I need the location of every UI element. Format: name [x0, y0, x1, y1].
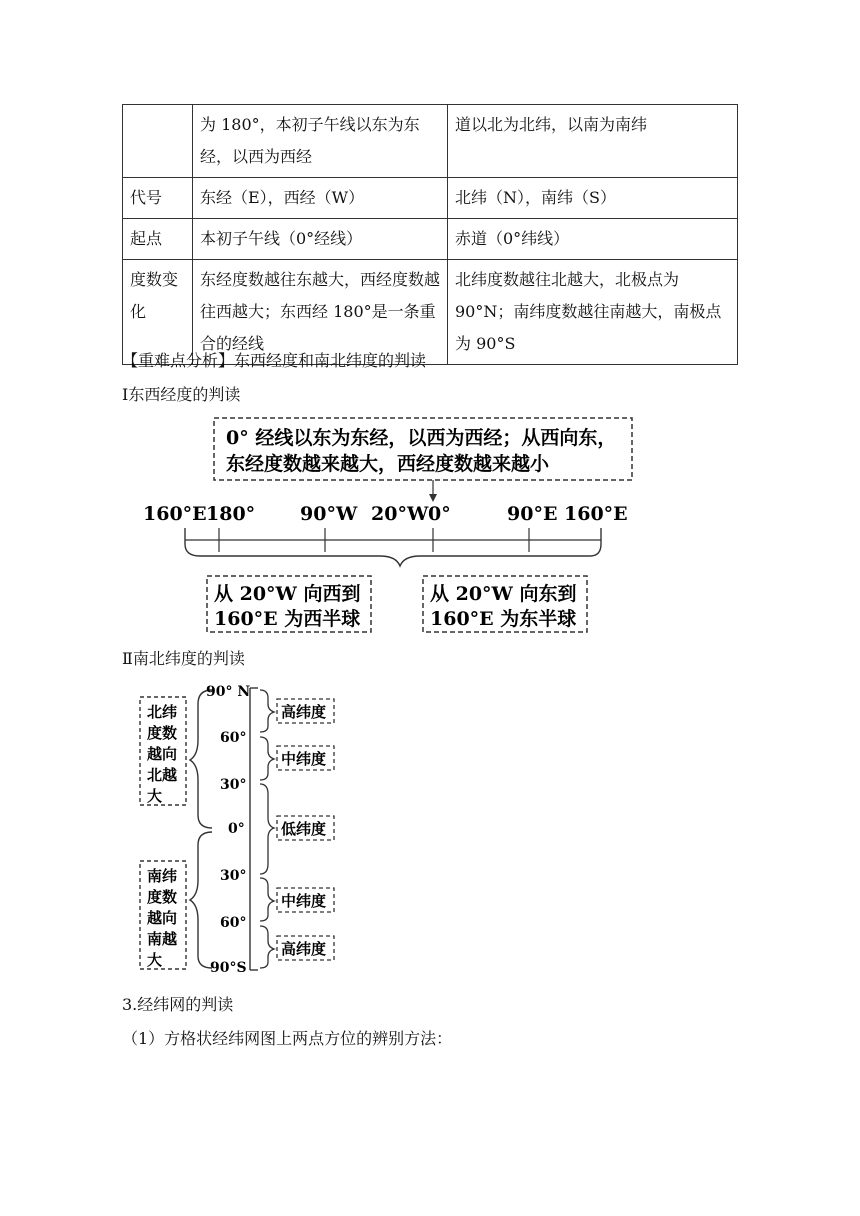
section-title-longitude: Ⅰ东西经度的判读 [122, 385, 241, 404]
latitude-cell: 道以北为北纬，以南为南纬 [448, 105, 738, 178]
lat-label: 30° [220, 777, 247, 793]
row-head: 代号 [123, 178, 193, 219]
north-brace [190, 690, 212, 828]
longitude-cell: 为 180°，本初子午线以东为东经，以西为西经 [193, 105, 448, 178]
zone-label: 高纬度 [281, 703, 327, 721]
lat-label: 60° [220, 915, 247, 931]
tick-label: 160°E [564, 503, 628, 525]
zone-brace [260, 878, 274, 921]
row-head: 度数变化 [123, 260, 193, 365]
lat-label: 90° N [206, 684, 251, 700]
lat-label: 60° [220, 730, 247, 746]
zone-brace [260, 784, 274, 874]
west-box-line: 160°E 为西半球 [214, 608, 361, 630]
zone-brace [260, 690, 274, 732]
north-box-line: 大 [147, 787, 163, 805]
analysis-heading: 【重难点分析】东西经度和南北纬度的判读 [122, 351, 427, 370]
longitude-cell: 东经度数越往东越大，西经度数越往西越大；东西经 180°是一条重合的经线 [193, 260, 448, 365]
south-brace [190, 832, 212, 968]
longitude-cell: 东经（E），西经（W） [193, 178, 448, 219]
tick-label: 90°W [300, 503, 358, 525]
south-box-line: 南越 [147, 930, 178, 948]
tick-label: 90°E [507, 503, 558, 525]
tick-label: 20°W [371, 503, 429, 525]
latitude-cell: 北纬度数越往北越大，北极点为 90°N；南纬度数越往南越大，南极点为 90°S [448, 260, 738, 365]
tick-label: 160°E [143, 503, 207, 525]
arrow-head-icon [429, 494, 437, 502]
zone-label: 高纬度 [281, 940, 327, 958]
south-box-line: 越向 [147, 909, 178, 927]
lat-label: 30° [220, 868, 247, 884]
north-box-line: 度数 [147, 724, 178, 742]
row-head: 起点 [123, 219, 193, 260]
north-box-line: 越向 [147, 745, 178, 763]
latitude-cell: 北纬（N），南纬（S） [448, 178, 738, 219]
hemisphere-brace [185, 528, 601, 566]
rule-text-line: 0° 经线以东为东经，以西为西经；从西向东， [226, 427, 617, 449]
latitude-cell: 赤道（0°纬线） [448, 219, 738, 260]
east-box-line: 160°E 为东半球 [430, 608, 577, 630]
north-box-line: 北纬 [147, 703, 178, 721]
south-box-line: 度数 [147, 888, 178, 906]
north-box-line: 北越 [147, 766, 178, 784]
south-box-line: 南纬 [147, 867, 178, 885]
section-3-title: 3.经纬网的判读 [122, 995, 234, 1014]
east-box-line: 从 20°W 向东到 [430, 583, 577, 605]
zone-label: 中纬度 [281, 750, 327, 768]
tick-label: 180° [206, 503, 256, 525]
section-title-latitude: Ⅱ南北纬度的判读 [122, 649, 245, 668]
west-box-line: 从 20°W 向西到 [214, 583, 361, 605]
section-3-subtitle: （1）方格状经纬网图上两点方位的辨别方法： [122, 1029, 453, 1048]
zone-brace [260, 926, 274, 968]
zone-label: 低纬度 [281, 820, 327, 838]
zone-label: 中纬度 [281, 892, 327, 910]
rule-text-line: 东经度数越来越大，西经度数越来越小 [226, 453, 550, 475]
south-box-line: 大 [147, 951, 163, 969]
lat-label: 0° [228, 821, 245, 837]
zone-brace [260, 737, 274, 780]
tick-label: 0° [428, 503, 451, 525]
longitude-cell: 本初子午线（0°经线） [193, 219, 448, 260]
lat-label: 90°S [210, 960, 247, 976]
